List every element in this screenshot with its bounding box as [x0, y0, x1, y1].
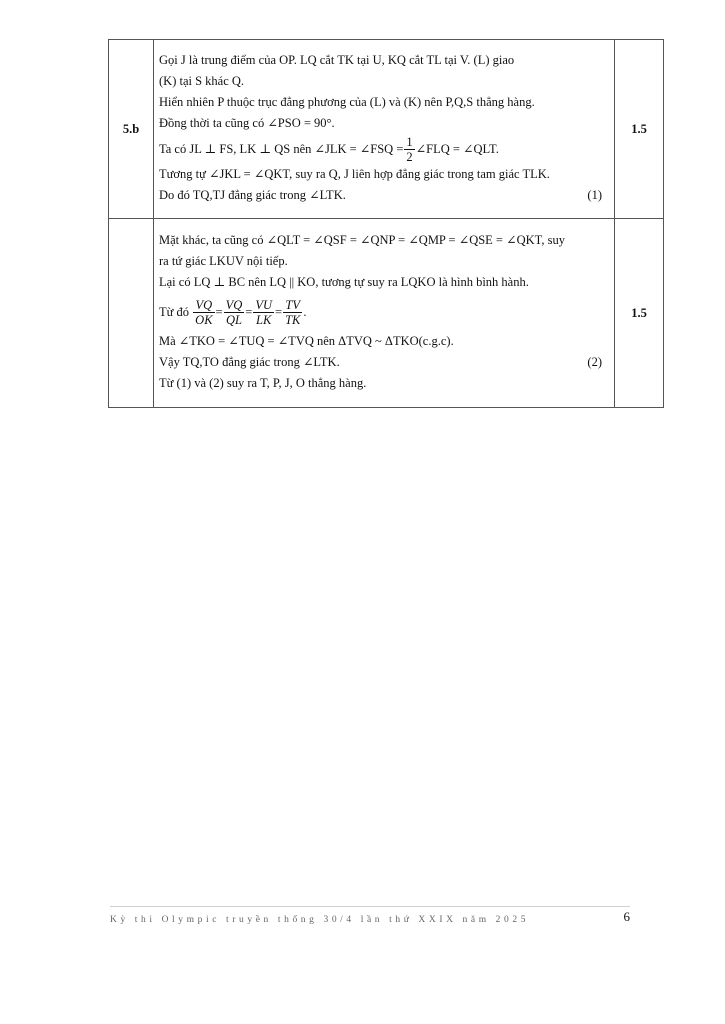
row-label: 5.b	[109, 40, 154, 219]
fraction-denominator: QL	[225, 312, 242, 327]
footer-text: Kỳ thi Olympic truyền thống 30/4 lần thứ XXIX năm 2025	[110, 915, 530, 925]
text-line: Lại có LQ ⊥ BC nên LQ || KO, tương tự suy ra LQKO là hình bình hành.	[159, 275, 529, 289]
text-line	[159, 352, 606, 373]
text-line: Mà ∠TKO = ∠TUQ = ∠TVQ nên ΔTVQ ~ ΔTKO(c.g.c).	[159, 334, 454, 348]
fraction-numerator: VQ	[225, 297, 243, 312]
fraction	[283, 298, 302, 327]
text-line: (K) tại S khác Q.	[159, 74, 245, 88]
text-line: Từ (1) và (2) suy ra T, P, J, O thẳng hàng.	[159, 376, 367, 390]
text-line	[159, 134, 606, 164]
text-segment: ∠FLQ = ∠QLT.	[415, 141, 499, 156]
fraction-numerator: 1	[406, 134, 413, 149]
fraction-denominator: 2	[406, 149, 413, 164]
text-segment: Ta có JL ⊥ FS, LK ⊥ QS nên ∠JLK = ∠FSQ =	[159, 141, 404, 156]
fraction-denominator: TK	[285, 312, 301, 327]
fraction-denominator: OK	[195, 312, 213, 327]
text-line: Tương tự ∠JKL = ∠QKT, suy ra Q, J liên hợp đẳng giác trong tam giác TLK.	[159, 167, 550, 181]
text-line: Mặt khác, ta cũng có ∠QLT = ∠QSF = ∠QNP = ∠QMP = ∠QSE = ∠QKT, suy	[159, 233, 565, 247]
text-line: ra tứ giác LKUV nội tiếp.	[159, 254, 288, 268]
text-line: Gọi J là trung điểm của OP. LQ cắt TK tại U, KQ cắt TL tại V. (L) giao	[159, 53, 515, 67]
page-number: 6	[623, 909, 630, 924]
fraction-numerator: VU	[255, 297, 273, 312]
fraction-denominator: LK	[256, 312, 272, 327]
solution-table	[108, 39, 664, 408]
equation-tag: (1)	[587, 188, 602, 202]
row-score: 1.5	[615, 40, 664, 219]
fraction	[193, 298, 214, 327]
text-segment: Vậy TQ,TO đẳng giác trong ∠LTK.	[159, 355, 340, 369]
page-footer	[110, 906, 630, 926]
fraction	[404, 135, 414, 164]
row-label	[109, 219, 154, 408]
text-line: Từ đó $\frac{VQ}{OK}$ = $\frac{VQ}{QL}$ = $\frac{VU}{LK}$ = $\frac{TV}{TK}$ .	[159, 297, 307, 327]
fraction	[253, 298, 274, 327]
table-row	[109, 40, 664, 219]
text-segment: Từ đó	[159, 304, 190, 319]
text-line: Đồng thời ta cũng có ∠PSO = 90°.	[159, 116, 335, 130]
text-line: Hiển nhiên P thuộc trục đẳng phương của (L) và (K) nên P,Q,S thẳng hàng.	[159, 95, 535, 109]
text-line	[159, 185, 606, 206]
equation-tag: (2)	[587, 355, 602, 369]
solution-text	[154, 40, 615, 219]
fraction-numerator: VQ	[193, 298, 214, 313]
fraction-numerator: TV	[283, 298, 302, 313]
row-score: 1.5	[615, 219, 664, 408]
table-row	[109, 219, 664, 408]
solution-text	[154, 219, 615, 408]
fraction	[224, 298, 245, 327]
text-segment: Do đó TQ,TJ đẳng giác trong ∠LTK.	[159, 188, 346, 202]
